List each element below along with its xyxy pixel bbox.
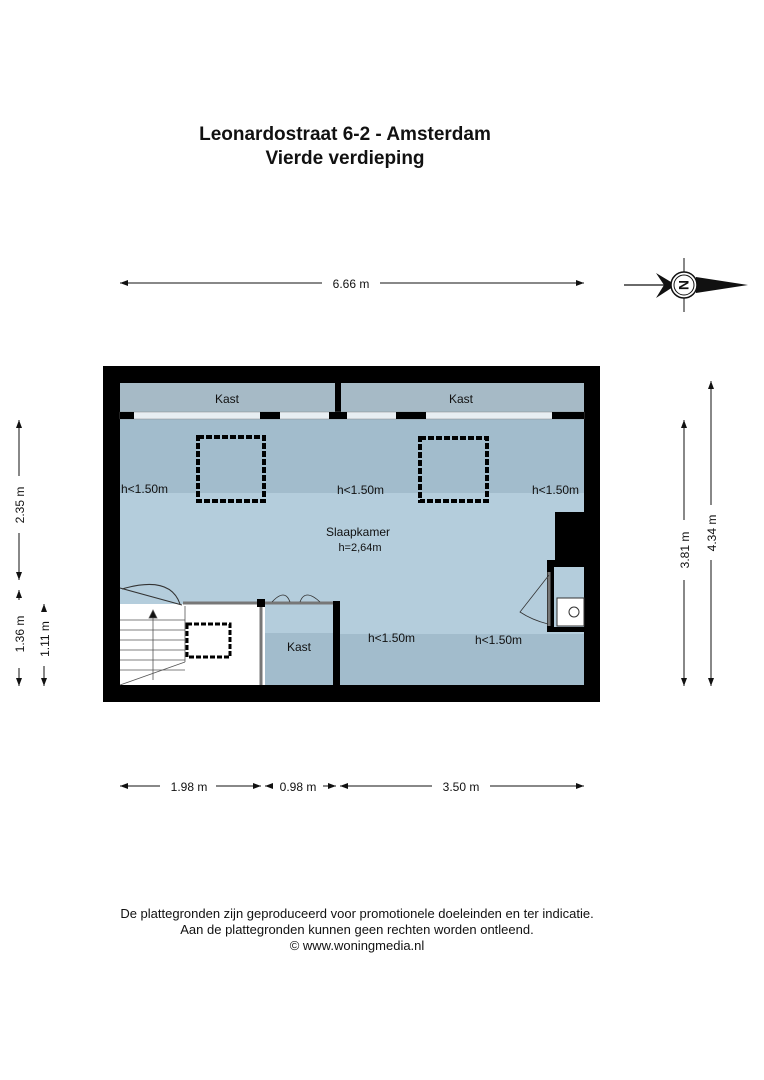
label-slaapkamer: Slaapkamer <box>325 525 391 539</box>
plan-subtitle: Vierde verdieping <box>265 148 425 169</box>
svg-text:1.11 m: 1.11 m <box>38 621 52 657</box>
label-kast-right: Kast <box>448 392 474 406</box>
low-ceiling-zone-top <box>120 418 584 493</box>
dimension-total-width <box>120 277 584 291</box>
copyright-line: © www.woningmedia.nl <box>289 938 425 953</box>
compass-north-icon <box>624 258 748 312</box>
toilet-icon <box>557 598 584 626</box>
svg-text:3.50 m: 3.50 m <box>442 780 480 794</box>
svg-text:4.34 m: 4.34 m <box>705 514 719 552</box>
wardrobe-sliding-doors <box>120 412 584 419</box>
svg-text:N: N <box>676 279 692 291</box>
stairwell <box>120 604 265 685</box>
label-kast-small: Kast <box>286 640 312 654</box>
label-low-height: h<1.50m <box>337 483 385 497</box>
label-kast-left: Kast <box>214 392 240 406</box>
svg-text:6.66 m: 6.66 m <box>332 277 370 291</box>
svg-text:1.98 m: 1.98 m <box>170 780 208 794</box>
svg-text:1.36 m: 1.36 m <box>13 615 27 653</box>
disclaimer-line: De plattegronden zijn geproduceerd voor promotionele doeleinden en ter indicatie. <box>120 906 594 921</box>
svg-text:3.81 m: 3.81 m <box>678 531 692 569</box>
svg-text:0.98 m: 0.98 m <box>279 780 317 794</box>
label-low-height: h<1.50m <box>121 482 169 496</box>
svg-text:2.35 m: 2.35 m <box>13 486 27 524</box>
label-low-height: h<1.50m <box>532 483 580 497</box>
disclaimer-line: Aan de plattegronden kunnen geen rechten worden ontleend. <box>180 922 534 937</box>
label-low-height: h<1.50m <box>368 631 416 645</box>
label-ceiling-height: h=2,64m <box>338 542 382 554</box>
label-low-height: h<1.50m <box>475 633 523 647</box>
plan-title: Leonardostraat 6-2 - Amsterdam <box>199 124 491 145</box>
disclaimer <box>0 906 714 954</box>
